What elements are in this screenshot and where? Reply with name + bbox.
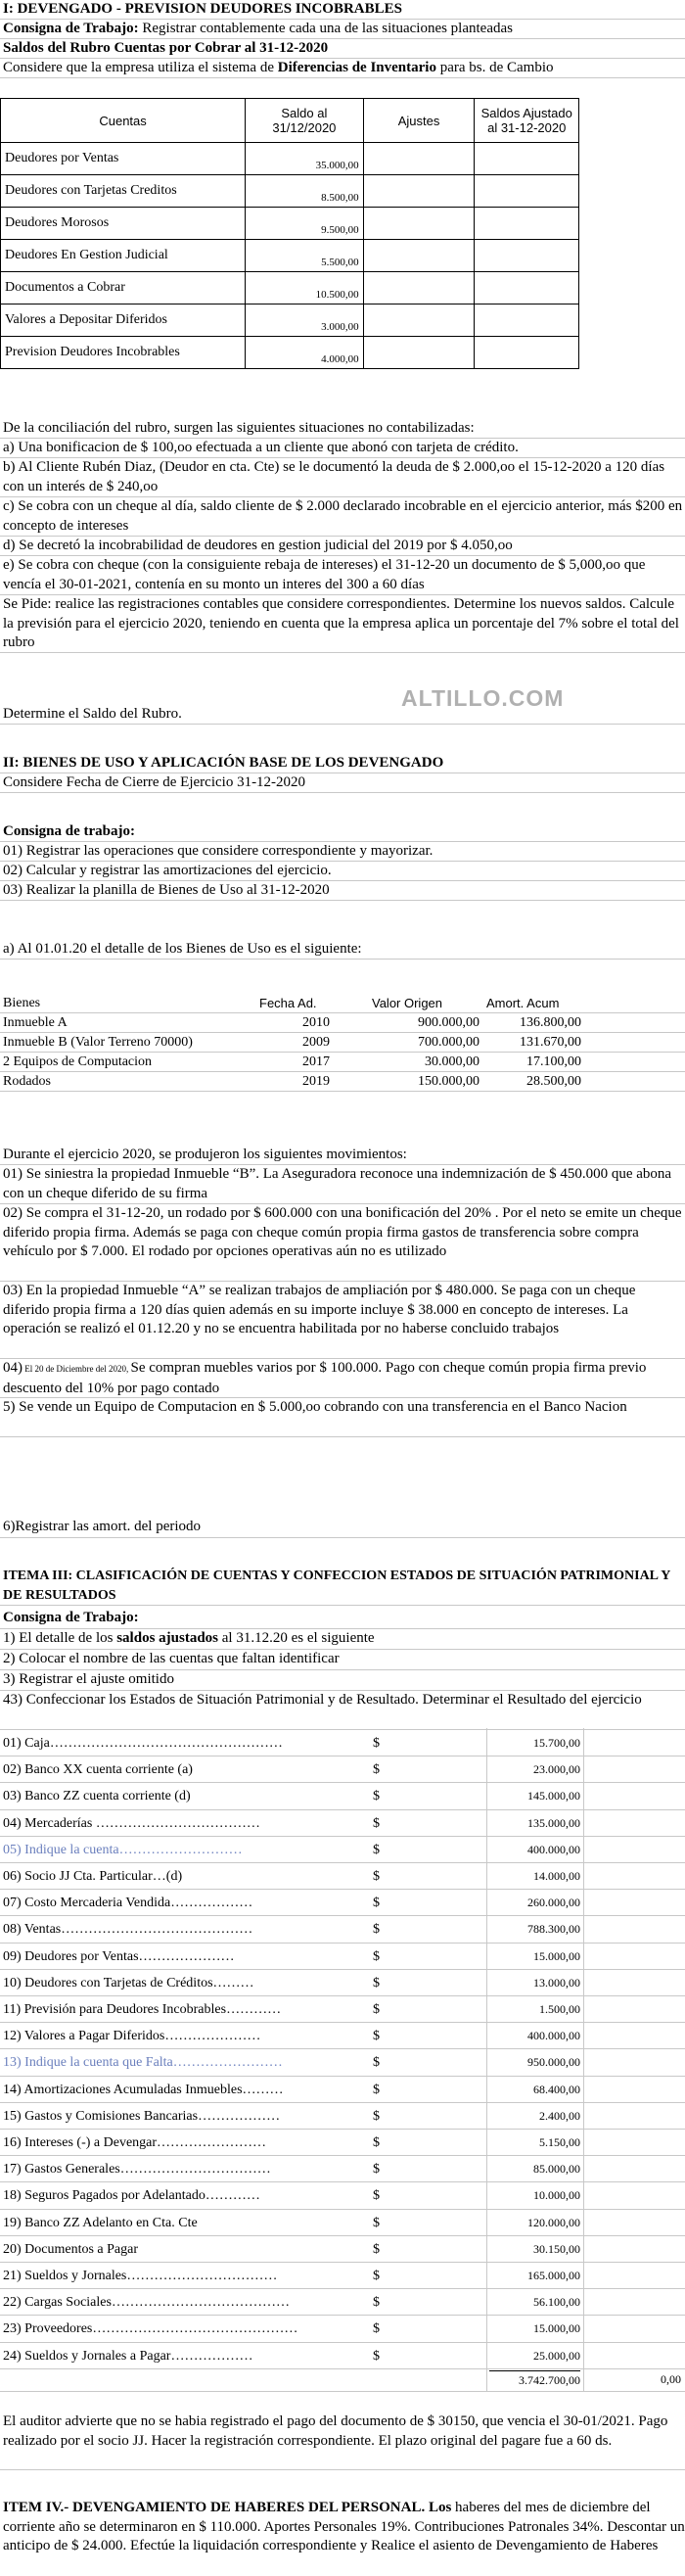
total-amount: 3.742.700,00 — [489, 2370, 580, 2390]
header-amort: Amort. Acum — [486, 996, 560, 1010]
item-label: 09) Deudores por Ventas………………… — [3, 1948, 235, 1964]
table-row — [1, 143, 579, 175]
bien-cell: Inmueble A — [3, 1015, 68, 1030]
item-label: 24) Sueldos y Jornales a Pagar……………… — [3, 2348, 253, 2364]
bien-cell: Inmueble B (Valor Terreno 70000) — [3, 1035, 193, 1050]
table-row — [1, 175, 579, 208]
item-amount: 120.000,00 — [527, 2215, 580, 2229]
table-row — [0, 1072, 685, 1092]
item-label: 12) Valores a Pagar Diferidos………………… — [3, 2029, 261, 2044]
item-amount: 400.000,00 — [527, 2029, 580, 2043]
table-row — [0, 1033, 685, 1053]
amort-cell: 28.500,00 — [526, 1074, 581, 1089]
item-amount: 135.000,00 — [527, 1815, 580, 1830]
durante-line: Durante el ejercicio 2020, se produjeron los siguientes movimientos: — [0, 1146, 685, 1165]
item-amount: 145.000,00 — [527, 1789, 580, 1803]
saldo-cell: 5.500,00 — [246, 240, 364, 272]
list-item — [0, 1863, 685, 1890]
table-row — [1, 208, 579, 240]
section-2-consigna: Consigna de trabajo: — [0, 822, 685, 842]
table-row — [1, 272, 579, 304]
header-cuentas: Cuentas — [1, 99, 246, 143]
currency-symbol: $ — [373, 2002, 380, 2017]
currency-symbol: $ — [373, 1815, 380, 1831]
list-item — [0, 2236, 685, 2263]
item-amount: 950.000,00 — [527, 2055, 580, 2070]
currency-symbol: $ — [373, 2269, 380, 2283]
currency-symbol: $ — [373, 1922, 380, 1938]
movimiento-03: 03) En la propiedad Inmueble “A” se realizan trabajos de ampliación por $ 480.000. Se paga con un cheque diferido propia firma a 120 días quien además en su importe incluye $ 38.000 en concepto de intereses. La operación se realizó el 01.12.20 y no se encuentra habilitada por no haberse concluido trabajos — [0, 1282, 685, 1359]
item-label: 10) Deudores con Tarjetas de Créditos……… — [3, 1975, 254, 1991]
section-2-considere: Considere Fecha de Cierre de Ejercicio 31-12-2020 — [0, 773, 685, 793]
cuenta-cell: Valores a Depositar Diferidos — [1, 304, 246, 337]
list-item — [0, 1944, 685, 1970]
item-label: 15) Gastos y Comisiones Bancarias……………… — [3, 2108, 281, 2124]
bienes-header-row — [0, 994, 685, 1013]
item-amount: 30.150,00 — [533, 2241, 580, 2256]
c1-tail: al 31.12.20 es el siguiente — [218, 1630, 375, 1646]
determine-line: Determine el Saldo del Rubro. — [0, 705, 685, 725]
header-fecha: Fecha Ad. — [259, 996, 317, 1010]
currency-symbol: $ — [373, 1762, 380, 1778]
currency-symbol: $ — [373, 1869, 380, 1884]
section-2-item-1: 01) Registrar las operaciones que considere correspondiente y mayorizar. — [0, 842, 685, 862]
bien-cell: 2 Equipos de Computacion — [3, 1054, 153, 1069]
section-2-item-2: 02) Calcular y registrar las amortizaciones del ejercicio. — [0, 862, 685, 881]
item-label: 04) Mercaderías ……………………………… — [3, 1815, 260, 1831]
fecha-cell: 2010 — [302, 1015, 330, 1030]
cuentas-table — [0, 98, 579, 369]
currency-symbol: $ — [373, 2188, 380, 2204]
list-item — [0, 1810, 685, 1837]
item-amount: 23.000,00 — [533, 1762, 580, 1777]
item-amount: 85.000,00 — [533, 2162, 580, 2177]
section-1-consigna — [0, 20, 685, 39]
saldo-cell: 8.500,00 — [246, 175, 364, 208]
list-item — [0, 2103, 685, 2130]
item-label: 07) Costo Mercaderia Vendida……………… — [3, 1896, 253, 1911]
item-amount: 13.000,00 — [533, 1975, 580, 1990]
item-label: 08) Ventas…………………………………… — [3, 1922, 253, 1938]
item-amount: 56.100,00 — [533, 2295, 580, 2310]
item-amount: 5.150,00 — [539, 2135, 580, 2149]
list-item — [0, 1783, 685, 1809]
section-3-item-43: 43) Confeccionar los Estados de Situación Patrimonial y de Resultado. Determinar el Resultado del ejercicio — [0, 1691, 685, 1730]
situacion-a: a) Una bonificacion de $ 100,oo efectuada a un cliente que abonó con tarjeta de crédito. — [0, 439, 685, 458]
c1-bold: saldos ajustados — [116, 1630, 219, 1646]
situacion-b: b) Al Cliente Rubén Diaz, (Deudor en cta. Cte) se le documentó la deuda de $ 2.000,oo el 15-12-2020 a 120 días con un interés de $ 240,oo — [0, 458, 685, 497]
cuenta-cell: Prevision Deudores Incobrables — [1, 337, 246, 369]
amort-cell: 136.800,00 — [520, 1015, 581, 1030]
ajuste-cell — [363, 337, 475, 369]
ajuste-cell — [363, 208, 475, 240]
list-item — [0, 1756, 685, 1783]
ajustado-cell — [475, 175, 579, 208]
ajuste-cell — [363, 143, 475, 175]
currency-symbol: $ — [373, 2321, 380, 2337]
cuenta-cell: Deudores con Tarjetas Creditos — [1, 175, 246, 208]
considere-text: Considere que la empresa utiliza el sistema de — [3, 60, 278, 75]
item-amount: 15.700,00 — [533, 1736, 580, 1750]
item-amount: 788.300,00 — [527, 1922, 580, 1937]
valor-cell: 150.000,00 — [418, 1074, 480, 1089]
valor-cell: 30.000,00 — [425, 1054, 480, 1069]
item-amount: 400.000,00 — [527, 1842, 580, 1856]
valor-cell: 900.000,00 — [418, 1015, 480, 1030]
item-label: 02) Banco XX cuenta corriente (a) — [3, 1762, 193, 1778]
saldo-cell: 4.000,00 — [246, 337, 364, 369]
table-row — [1, 337, 579, 369]
movimiento-02: 02) Se compra el 31-12-20, un rodado por $ 600.000 con una bonificación del 20% . Por el neto se emite un cheque diferido propia firma. Además se paga con cheque común propia firma gastos de transferencia sobre compra vehículo por $ 7.000. El rodado por opciones operativas aún no es utilizado — [0, 1204, 685, 1282]
item-label: 22) Cargas Sociales………………………………… — [3, 2295, 290, 2311]
section-4 — [0, 2499, 685, 2576]
section-1-subtitle: Saldos del Rubro Cuentas por Cobrar al 31-12-2020 — [0, 39, 685, 59]
movimiento-05: 5) Se vende un Equipo de Computacion en $ 5.000,oo cobrando con una transferencia en el Banco Nacion — [0, 1398, 685, 1437]
currency-symbol: $ — [373, 1948, 380, 1964]
situacion-d: d) Se decretó la incobrabilidad de deudores en gestion judicial del 2019 por $ 4.050,oo — [0, 537, 685, 556]
ajustado-cell — [475, 272, 579, 304]
item-label: 03) Banco ZZ cuenta corriente (d) — [3, 1789, 191, 1804]
item-label: 11) Previsión para Deudores Incobrables………… — [3, 2002, 282, 2017]
list-item — [0, 1837, 685, 1863]
list-item — [0, 2130, 685, 2156]
item-label: 06) Socio JJ Cta. Particular…(d) — [3, 1869, 183, 1884]
currency-symbol: $ — [373, 2295, 380, 2311]
section-3-title: ITEMA III: CLASIFICACIÓN DE CUENTAS Y CONFECCION ESTADOS DE SITUACIÓN PATRIMONIAL Y DE RESULTADOS — [0, 1567, 685, 1606]
section-4-bold: Los — [425, 2500, 452, 2515]
considere-bold: Diferencias de Inventario — [277, 60, 436, 75]
item-label: 17) Gastos Generales…………………………… — [3, 2162, 271, 2178]
currency-symbol: $ — [373, 2135, 380, 2150]
saldo-cell: 9.500,00 — [246, 208, 364, 240]
ajustado-cell — [475, 143, 579, 175]
header-saldo: Saldo al 31/12/2020 — [246, 99, 364, 143]
list-item — [0, 1916, 685, 1943]
item-amount: 10.000,00 — [533, 2188, 580, 2203]
item-amount: 68.400,00 — [533, 2082, 580, 2096]
ajustado-cell — [475, 240, 579, 272]
item-label: 01) Caja…………………………………………… — [3, 1736, 283, 1751]
cuentas-table-header — [1, 99, 579, 143]
se-pide: Se Pide: realice las registraciones contables que considere correspondientes. Determine los nuevos saldos. Calcule la previsión para el ejercicio 2020, teniendo en cuenta que la empresa aplica un porcentaje del 7% sobre el total del rubro — [0, 595, 685, 653]
bien-cell: Rodados — [3, 1074, 51, 1089]
currency-symbol: $ — [373, 2108, 380, 2124]
ajuste-cell — [363, 272, 475, 304]
ajuste-cell — [363, 240, 475, 272]
item-label: 14) Amortizaciones Acumuladas Inmuebles……… — [3, 2082, 284, 2097]
list-item — [0, 1890, 685, 1916]
section-4-title: ITEM IV.- DEVENGAMIENTO DE HABERES DEL PERSONAL. — [3, 2500, 426, 2515]
item-label: 13) Indique la cuenta que Falta…………………… — [3, 2055, 283, 2071]
currency-symbol: $ — [373, 2162, 380, 2178]
saldo-cell: 10.500,00 — [246, 272, 364, 304]
list-item — [0, 2049, 685, 2076]
consigna-label: Consigna de Trabajo: — [3, 21, 139, 36]
situacion-c: c) Se cobra con un cheque al día, saldo cliente de $ 2.000 declarado incobrable en el ejercicio anterior, más $200 en concepto de intereses — [0, 497, 685, 537]
cuenta-cell: Deudores por Ventas — [1, 143, 246, 175]
list-item — [0, 1996, 685, 2023]
header-ajustes: Ajustes — [363, 99, 475, 143]
saldo-cell: 3.000,00 — [246, 304, 364, 337]
cuenta-cell: Deudores Morosos — [1, 208, 246, 240]
currency-symbol: $ — [373, 1842, 380, 1857]
item-label: 16) Intereses (-) a Devengar…………………… — [3, 2135, 267, 2150]
item-amount: 165.000,00 — [527, 2269, 580, 2282]
list-item — [0, 2077, 685, 2103]
ajuste-cell — [363, 175, 475, 208]
list-item — [0, 1730, 685, 1756]
currency-symbol: $ — [373, 2029, 380, 2044]
list-item — [0, 2210, 685, 2236]
item-amount: 2.400,00 — [539, 2108, 580, 2123]
currency-symbol: $ — [373, 1896, 380, 1911]
section-4-text: haberes del mes de diciembre del corriente año se determinaron en $ 110.000. Aportes Personales 19%. Contribuciones Patronales 34%. Descontar un anticipo de $ 24.000. Efectúe la liquidación correspondiente y Realice el asiento de Devengamiento de Haberes — [3, 2500, 685, 2553]
list-item — [0, 2263, 685, 2289]
considere-tail: para bs. de Cambio — [435, 60, 554, 75]
section-2-title: II: BIENES DE USO Y APLICACIÓN BASE DE LOS DEVENGADO — [0, 754, 685, 773]
currency-symbol: $ — [373, 2348, 380, 2364]
amort-cell: 17.100,00 — [526, 1054, 581, 1069]
currency-symbol: $ — [373, 1975, 380, 1991]
item-label: 05) Indique la cuenta……………………… — [3, 1842, 243, 1857]
section-3-item-1 — [0, 1629, 685, 1650]
movimiento-01: 01) Se siniestra la propiedad Inmueble “B”. La Aseguradora reconoce una indemnización de $ 450.000 que abona con un cheque diferido de su firma — [0, 1165, 685, 1204]
item-amount: 15.000,00 — [533, 1948, 580, 1963]
item-amount: 1.500,00 — [539, 2002, 580, 2016]
c1-text: 1) El detalle de los — [3, 1630, 117, 1646]
amort-cell: 131.670,00 — [520, 1035, 581, 1050]
section-3-consigna: Consigna de Trabajo: — [0, 1609, 685, 1629]
movimiento-06: 6)Registrar las amort. del periodo — [0, 1518, 685, 1538]
diff-amount: 0,00 — [661, 2372, 681, 2386]
item-amount: 14.000,00 — [533, 1869, 580, 1883]
currency-symbol: $ — [373, 2241, 380, 2257]
ajustado-cell — [475, 337, 579, 369]
movimiento-04 — [0, 1359, 685, 1398]
section-1-title: I: DEVENGADO - PREVISION DEUDORES INCOBRABLES — [0, 0, 685, 20]
list-item — [0, 1970, 685, 1996]
header-bienes: Bienes — [3, 996, 41, 1010]
list-item — [0, 2289, 685, 2316]
currency-symbol: $ — [373, 2215, 380, 2230]
bienes-intro: a) Al 01.01.20 el detalle de los Bienes de Uso es el siguiente: — [0, 940, 685, 960]
header-saldo-ajustado: Saldos Ajustado al 31-12-2020 — [475, 99, 579, 143]
watermark-logo: ALTILLO.COM — [401, 685, 565, 711]
item-label: 21) Sueldos y Jornales…………………………… — [3, 2269, 278, 2283]
valor-cell: 700.000,00 — [418, 1035, 480, 1050]
item-label: 20) Documentos a Pagar — [3, 2241, 139, 2257]
section-3-item-3: 3) Registrar el ajuste omitido — [0, 1670, 685, 1691]
list-item — [0, 2156, 685, 2182]
ajuste-cell — [363, 304, 475, 337]
section-2-item-3: 03) Realizar la planilla de Bienes de Uso al 31-12-2020 — [0, 881, 685, 901]
ajustado-cell — [475, 208, 579, 240]
fecha-cell: 2009 — [302, 1035, 330, 1050]
item-amount: 15.000,00 — [533, 2321, 580, 2336]
item-label: 23) Proveedores……………………………………… — [3, 2321, 298, 2337]
situacion-e: e) Se cobra con cheque (con la consiguiente rebaja de intereses) el 31-12-20 un documento de $ 5,000,oo que vencía el 30-01-2021, contenía en su monto un interes del 300 a 60 días — [0, 556, 685, 595]
list-item — [0, 2316, 685, 2342]
movimiento-04-text: Se compran muebles varios por $ 100.000. Pago con cheque común propia firma previo descuento del 10% por pago contado — [3, 1360, 647, 1396]
currency-symbol: $ — [373, 2082, 380, 2097]
currency-symbol: $ — [373, 2055, 380, 2071]
movimiento-04-date: El 20 de Diciembre del 2020, — [23, 1364, 131, 1374]
section-1-considere — [0, 59, 685, 78]
movimiento-04-number: 04) — [3, 1360, 23, 1376]
cuenta-cell: Documentos a Cobrar — [1, 272, 246, 304]
item-label: 18) Seguros Pagados por Adelantado………… — [3, 2188, 260, 2204]
item-amount: 25.000,00 — [533, 2348, 580, 2363]
list-item — [0, 2023, 685, 2049]
auditor-note: El auditor advierte que no se habia registrado el pago del documento de $ 30150, que vencia el 30-01/2021. Pago realizado por el socio JJ. Hacer la registración correspondiente. El plazo original del pagare fue a 60 ds. — [0, 2412, 685, 2470]
section-3-item-2: 2) Colocar el nombre de las cuentas que faltan identificar — [0, 1650, 685, 1670]
saldo-cell: 35.000,00 — [246, 143, 364, 175]
cuenta-cell: Deudores En Gestion Judicial — [1, 240, 246, 272]
header-valor: Valor Origen — [372, 996, 443, 1010]
table-row — [1, 304, 579, 337]
list-item — [0, 2343, 685, 2369]
fecha-cell: 2017 — [302, 1054, 330, 1069]
ajustado-cell — [475, 304, 579, 337]
currency-symbol: $ — [373, 1736, 380, 1751]
conciliacion-line: De la conciliación del rubro, surgen las siguientes situaciones no contabilizadas: — [0, 419, 685, 439]
table-row — [0, 1013, 685, 1033]
total-row — [0, 2370, 685, 2392]
currency-symbol: $ — [373, 1789, 380, 1804]
table-row — [0, 1053, 685, 1072]
fecha-cell: 2019 — [302, 1074, 330, 1089]
consigna-text: Registrar contablemente cada una de las situaciones planteadas — [138, 21, 513, 36]
list-item — [0, 2182, 685, 2209]
item-label: 19) Banco ZZ Adelanto en Cta. Cte — [3, 2215, 198, 2230]
table-row — [1, 240, 579, 272]
item-amount: 260.000,00 — [527, 1896, 580, 1910]
